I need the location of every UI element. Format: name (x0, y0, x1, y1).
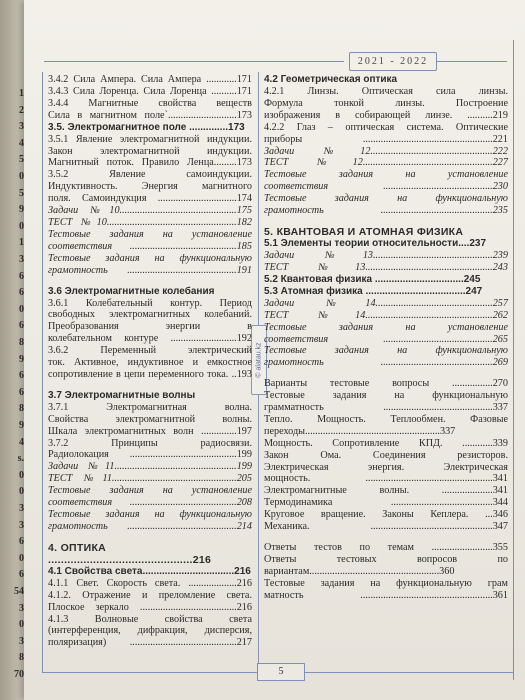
toc-chapter-heading: 5. КВАНТОВАЯ И АТОМНАЯ ФИЗИКА (264, 225, 464, 238)
toc-exercise-entry: грамотность ............................................235 (264, 205, 508, 217)
toc-entry: 3.5.1 Явление электромагнитной индукции. (48, 133, 252, 145)
toc-exercise-entry: Тестовые задания на установление (264, 169, 508, 181)
strip-number: 9 (19, 420, 24, 431)
strip-number: 0 (19, 469, 24, 481)
toc-entry: Термодинамика ........................................344 (264, 497, 508, 509)
toc-exercise-entry: Тестовые задания на функциональную (48, 509, 252, 520)
toc-exercise-entry: Тестовые задания на установление (48, 228, 252, 240)
section-gap (48, 381, 252, 390)
toc-entry: ток. Активное, индуктивное и емкостное (48, 357, 252, 369)
strip-number: 6 (19, 320, 24, 332)
toc-exercise-entry: соответствия ...........................................265 (264, 333, 508, 345)
toc-entry: Тестовые задания на функциональную (264, 390, 508, 402)
toc-exercise-entry: ТЕСТ №13..................................................243 (264, 261, 508, 273)
toc-entry: 3.7.2 Принципы радиосвязи. (48, 437, 252, 449)
toc-exercise-entry: ТЕСТ №10...................................................182 (48, 216, 252, 228)
toc-exercise-entry: ТЕСТ №11.................................................205 (48, 473, 252, 485)
toc-entry: мощность. ..................................................341 (264, 473, 508, 485)
strip-number: 8 (19, 337, 24, 348)
strip-number: 0 (19, 619, 24, 631)
strip-number: 3 (19, 635, 24, 647)
strip-number: 0 (19, 303, 24, 315)
toc-exercise-entry: Задачи №10..............................................175 (48, 205, 252, 217)
toc-entry: 3.4.2 Сила Ампера. Сила Ампера ............171 (48, 74, 252, 85)
toc-entry: Формула тонкой линзы. Построение (264, 97, 508, 109)
toc-section-heading: 3.7 Электромагнитные волны (48, 389, 196, 401)
strip-number: 8 (19, 652, 24, 664)
toc-entry: 3.4.4 Магнитные свойства веществ (48, 97, 252, 109)
page-frame-left (42, 72, 43, 672)
toc-exercise-entry: Тестовые задания на установление (264, 321, 508, 333)
toc-entry: переходы.....................................................337 (264, 425, 456, 437)
section-gap (264, 217, 508, 226)
strip-number: 6 (19, 386, 24, 398)
toc-entry: 3.5.2 Явление самоиндукции. (48, 169, 252, 181)
toc-entry: 3.4.3 Сила Лоренца. Сила Лоренца ..........171 (48, 85, 252, 97)
header-year-box: 2021 - 2022 (349, 52, 437, 71)
toc-exercise-entry: Задачи №13...............................................239 (264, 249, 508, 261)
toc-entry: Магнитный поток. Правило Ленца.........173 (48, 157, 252, 169)
toc-entry: Свойства электромагнитной волны. (48, 413, 252, 425)
header-rule (44, 61, 344, 62)
toc-exercise-entry: соответствия ...........................................230 (264, 181, 508, 193)
strip-number: 0 (19, 552, 24, 564)
strip-number: 6 (19, 270, 24, 282)
toc-entry: Ответы тестов по темам ........................355 (264, 542, 508, 553)
strip-number: 0 (19, 486, 24, 498)
strip-number: 3 (19, 519, 24, 531)
strip-number: 3 (19, 503, 24, 514)
strip-number: 6 (19, 536, 24, 548)
toc-entry: вариантам...................................................360 (264, 565, 455, 577)
toc-section-heading: 3.5. Электромагнитное поле ..............173 (48, 121, 245, 133)
toc-exercise-entry: Тестовые задания на установление (48, 485, 252, 497)
toc-exercise-entry: Задачи №11................................................199 (48, 461, 252, 473)
strip-number: 54 (14, 586, 24, 597)
strip-number: 5 (19, 154, 24, 166)
strip-number: 9 (19, 204, 24, 216)
toc-entry: приборы ...................................................221 (264, 133, 508, 145)
strip-number: 0 (19, 220, 24, 232)
toc-chapter-heading: 4. ОПТИКА .............................................216 (48, 541, 212, 566)
toc-entry: Радиолокация ..........................................199 (48, 449, 252, 461)
strip-number: 4 (19, 436, 24, 448)
previous-page-edge (0, 0, 26, 700)
strip-number: 1 (19, 88, 24, 99)
toc-entry: (интерференция, дифракция, дисперсия, (48, 625, 252, 637)
toc-entry: 4.1.3 Волновые свойства света (48, 613, 252, 625)
toc-entry: сопротивление в цепи переменного тока. ..193 (48, 368, 252, 380)
toc-entry: Электромагнитные волны. ....................341 (264, 485, 508, 497)
toc-entry: Плоское зеркало ......................................216 (48, 601, 252, 613)
toc-exercise-entry: соответствия ..........................................208 (48, 497, 252, 509)
strip-number: 6 (19, 287, 24, 299)
toc-exercise-entry: Задачи №12................................................222 (264, 145, 508, 157)
toc-entry: Закон Ома. Соединения резисторов. (264, 449, 508, 461)
toc-section-heading: 5.1 Элементы теории относительности....237 (264, 237, 487, 249)
strip-number: 2 (19, 104, 24, 116)
toc-entry: Индуктивность. Энергия магнитного (48, 181, 252, 193)
toc-entry: матность ....................................................361 (264, 589, 508, 601)
section-gap (264, 533, 508, 542)
toc-exercise-entry: соответствия ..........................................185 (48, 240, 252, 252)
toc-entry: 4.1.2. Отражение и преломление света. (48, 589, 252, 601)
toc-left-column (48, 74, 252, 649)
strip-number: s. (17, 453, 24, 465)
strip-number: 0 (19, 171, 24, 182)
header-rule-right (437, 61, 507, 62)
page-number: 5 (257, 663, 305, 681)
toc-exercise-entry: Задачи №14..............................................257 (264, 297, 508, 309)
toc-exercise-entry: грамотность ............................................269 (264, 357, 508, 369)
strip-number: 8 (19, 403, 24, 415)
toc-section-heading: 5.2 Квантовая физика ................................245 (264, 273, 481, 285)
toc-entry: изображения в собирающей линзе. ..........219 (264, 109, 508, 121)
strip-number: 1 (19, 237, 24, 249)
toc-section-heading: 5.3 Атомная физика ....................................247 (264, 285, 483, 297)
toc-entry: Круговое вращение. Законы Кеплера. ...346 (264, 509, 508, 521)
toc-entry: Тепло. Мощность. Теплообмен. Фазовые (264, 413, 508, 425)
toc-exercise-entry: грамотность ...........................................214 (48, 520, 252, 532)
strip-number: 3 (19, 121, 24, 133)
strip-number: 9 (19, 353, 24, 365)
toc-entry: Механика. ................................................347 (264, 521, 508, 533)
toc-entry: грамматность ...........................................337 (264, 402, 508, 414)
toc-entry: колебательном контуре ..........................192 (48, 333, 252, 345)
toc-entry: Мощность. Сопротивление КПД. ............339 (264, 437, 508, 449)
strip-number: 6 (19, 370, 24, 382)
section-gap (48, 533, 252, 542)
document-page (24, 0, 525, 700)
toc-exercise-entry: Тестовые задания на функциональную (48, 252, 252, 264)
toc-exercise-entry: Тестовые задания на функциональную (264, 193, 508, 205)
toc-section-heading: 4.1 Свойства света.................................216 (48, 565, 251, 577)
strip-number: 3 (19, 602, 24, 614)
toc-entry: 4.2.1 Линзы. Оптическая сила линзы. (264, 86, 508, 97)
toc-entry: Закон электромагнитной индукции. (48, 145, 252, 157)
toc-entry: 4.1.1 Свет. Скорость света. ...................216 (48, 577, 252, 589)
page-frame-right (513, 40, 514, 680)
strip-number: 4 (19, 137, 24, 149)
toc-entry: 3.7.1 Электромагнитная волна. (48, 401, 252, 413)
toc-entry: Сила в магнитном поле`...........................173 (48, 109, 252, 121)
toc-exercise-entry: грамотность ...........................................191 (48, 264, 252, 276)
toc-entry: Электрическая энергия. Электрическая (264, 461, 508, 473)
toc-entry: поля. Самоиндукция ...............................174 (48, 193, 252, 205)
watermark-text: © alatau.kz (255, 342, 263, 378)
toc-entry: Шкала электромагнитных волн ..............197 (48, 425, 252, 437)
toc-entry: Варианты тестовые вопросы ................270 (264, 378, 508, 390)
toc-exercise-entry: ТЕСТ №12...................................................227 (264, 157, 508, 169)
toc-entry: свободных электромагнитных колебаний. (48, 309, 252, 321)
strip-number: 6 (19, 569, 24, 581)
toc-section-heading: 4.2 Геометрическая оптика (264, 74, 398, 85)
toc-entry: Ответы тестовых вопросов по (264, 553, 508, 565)
toc-entry: 3.6.1 Колебательный контур. Период (48, 297, 252, 309)
strip-number: 3 (19, 254, 24, 265)
toc-entry: Тестовые задания на функциональную грам (264, 577, 508, 589)
toc-exercise-entry: ТЕСТ №14..................................................262 (264, 309, 508, 321)
section-gap (264, 369, 508, 378)
toc-entry: 3.6.2 Переменный электрический (48, 345, 252, 357)
toc-entry: 4.2.2 Глаз – оптическая система. Оптические (264, 121, 508, 133)
strip-number: 5 (19, 187, 24, 199)
toc-exercise-entry: Тестовые задания на функциональную (264, 345, 508, 357)
strip-number: 70 (14, 669, 24, 680)
toc-entry: Преобразования энергии в (48, 321, 252, 333)
toc-right-column (264, 74, 508, 602)
section-gap (48, 277, 252, 286)
toc-section-heading: 3.6 Электромагнитные колебания (48, 285, 215, 297)
toc-entry: поляризация) ..........................................217 (48, 637, 252, 649)
